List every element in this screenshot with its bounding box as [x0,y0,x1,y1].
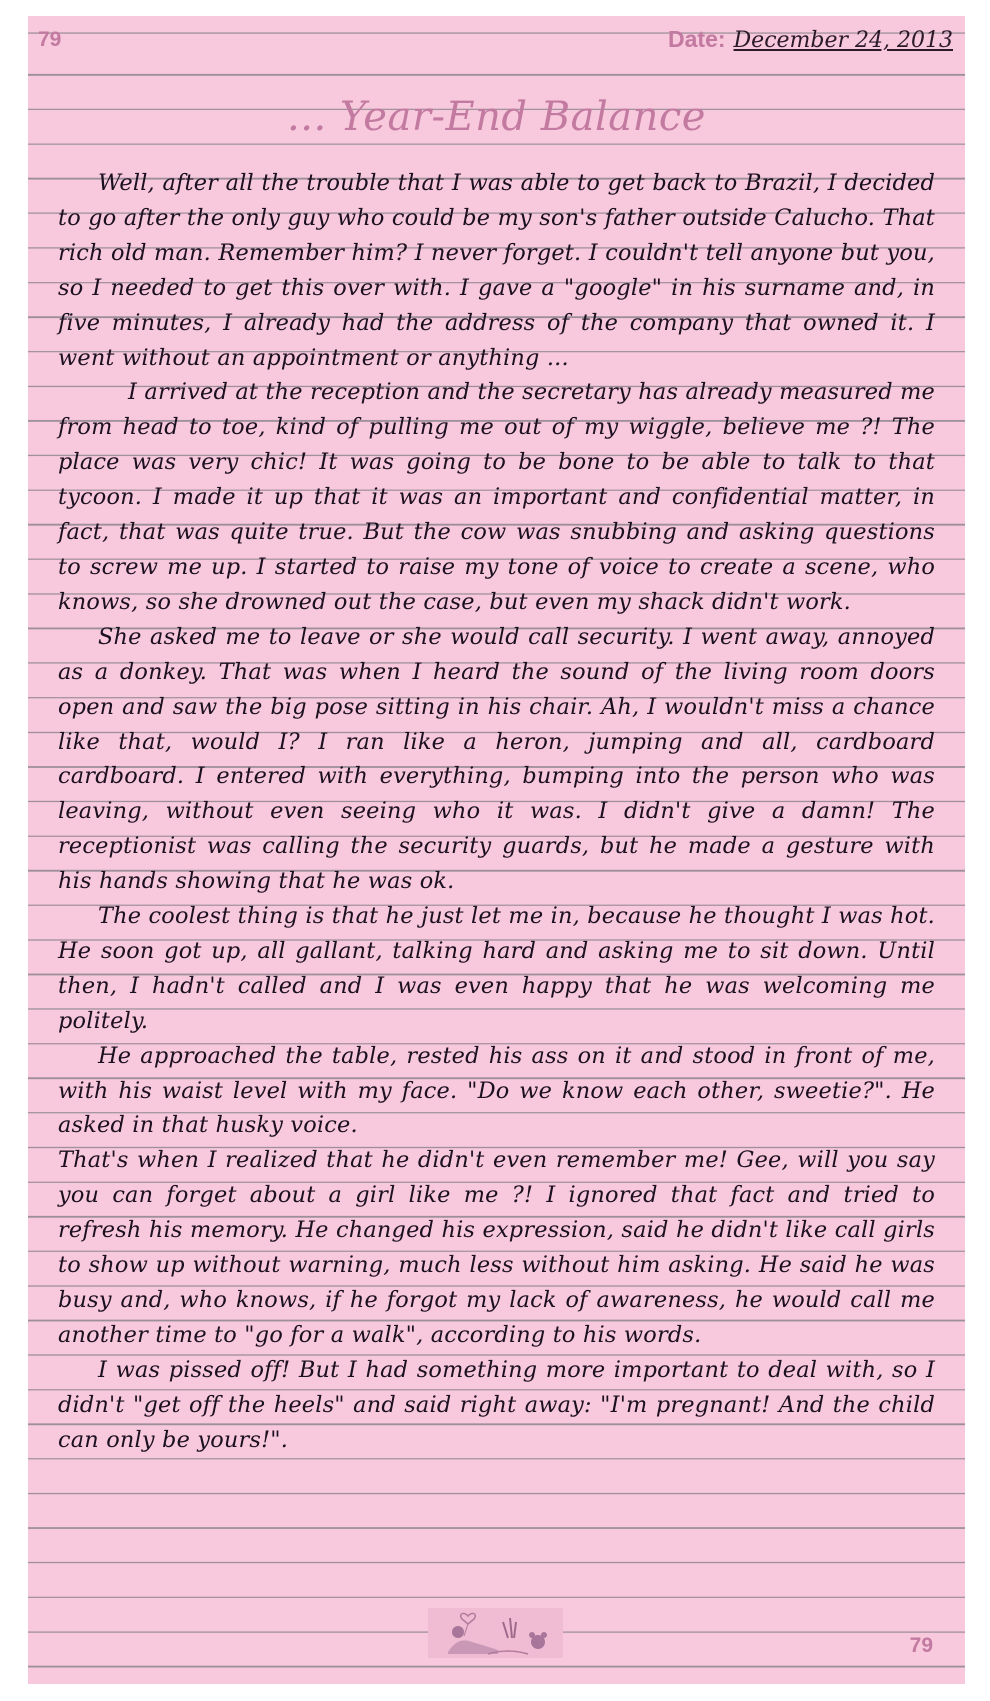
page-number-bottom: 79 [909,1634,933,1657]
page-title: ... Year-End Balance [287,94,706,140]
date-label: Date: [668,26,726,52]
paragraph: The coolest thing is that he just let me in, because he thought I was hot. He soon got up, all gallant, talking hard and asking me to sit down. Until then, I hadn't called and I was even happy that he was welcoming me politely. [58,903,935,1034]
diary-body [58,166,935,1458]
page-number-top: 79 [38,28,62,51]
notebook-page [28,16,965,1684]
date-value: December 24, 2013 [733,28,953,53]
paragraph: I arrived at the reception and the secretary has already measured me from head to toe, kind of pulling me out of my wiggle, believe me ?! The place was very chic! It was going to be bone to be able to talk to that tycoon. I made it up that it was an important and confidential matter, in fact, that was quite true. But the cow was snubbing and asking questions to screw me up. I started to raise my tone of voice to create a scene, who knows, so she drowned out the case, but even my shack didn't work. [58,379,935,615]
paragraph: She asked me to leave or she would call security. I went away, annoyed as a donkey. That was when I heard the sound of the living room doors open and saw the big pose sitting in his chair. Ah, I wouldn't miss a chance like that, would I? I ran like a heron, jumping and all, cardboard cardboard. I entered with everything, bumping into the person who was leaving, without even seeing who it was. I didn't give a damn! The receptionist was calling the security guards, but he made a gesture with his hands showing that he was ok. [58,623,935,895]
paragraph: That's when I realized that he didn't even remember me! Gee, will you say you can forget about a girl like me ?! I ignored that fact and tried to refresh his memory. He changed his expression, said he didn't like call girls to show up without warning, much less without him asking. He said he was busy and, who knows, if he forgot my lack of awareness, he would call me another time to "go for a walk", according to his words. [58,1147,935,1348]
date-line [668,26,953,53]
paragraph: Well, after all the trouble that I was able to get back to Brazil, I decided to go after the only guy who could be my son's father outside Calucho. That rich old man. Remember him? I never forget. I couldn't tell anyone but you, so I needed to get this over with. I gave a "google" in his surname and, in five minutes, I already had the address of the company that owned it. I went without an appointment or anything ... [58,170,935,371]
paragraph: I was pissed off! But I had something more important to deal with, so I didn't "get off the heels" and said right away: "I'm pregnant! And the child can only be yours!". [58,1356,935,1453]
paragraph: He approached the table, rested his ass on it and stood in front of me, with his waist level with my face. "Do we know each other, sweetie?". He asked in that husky voice. [58,1042,935,1139]
girl-with-heart-balloon-and-teddy-bear-icon [428,1608,563,1658]
